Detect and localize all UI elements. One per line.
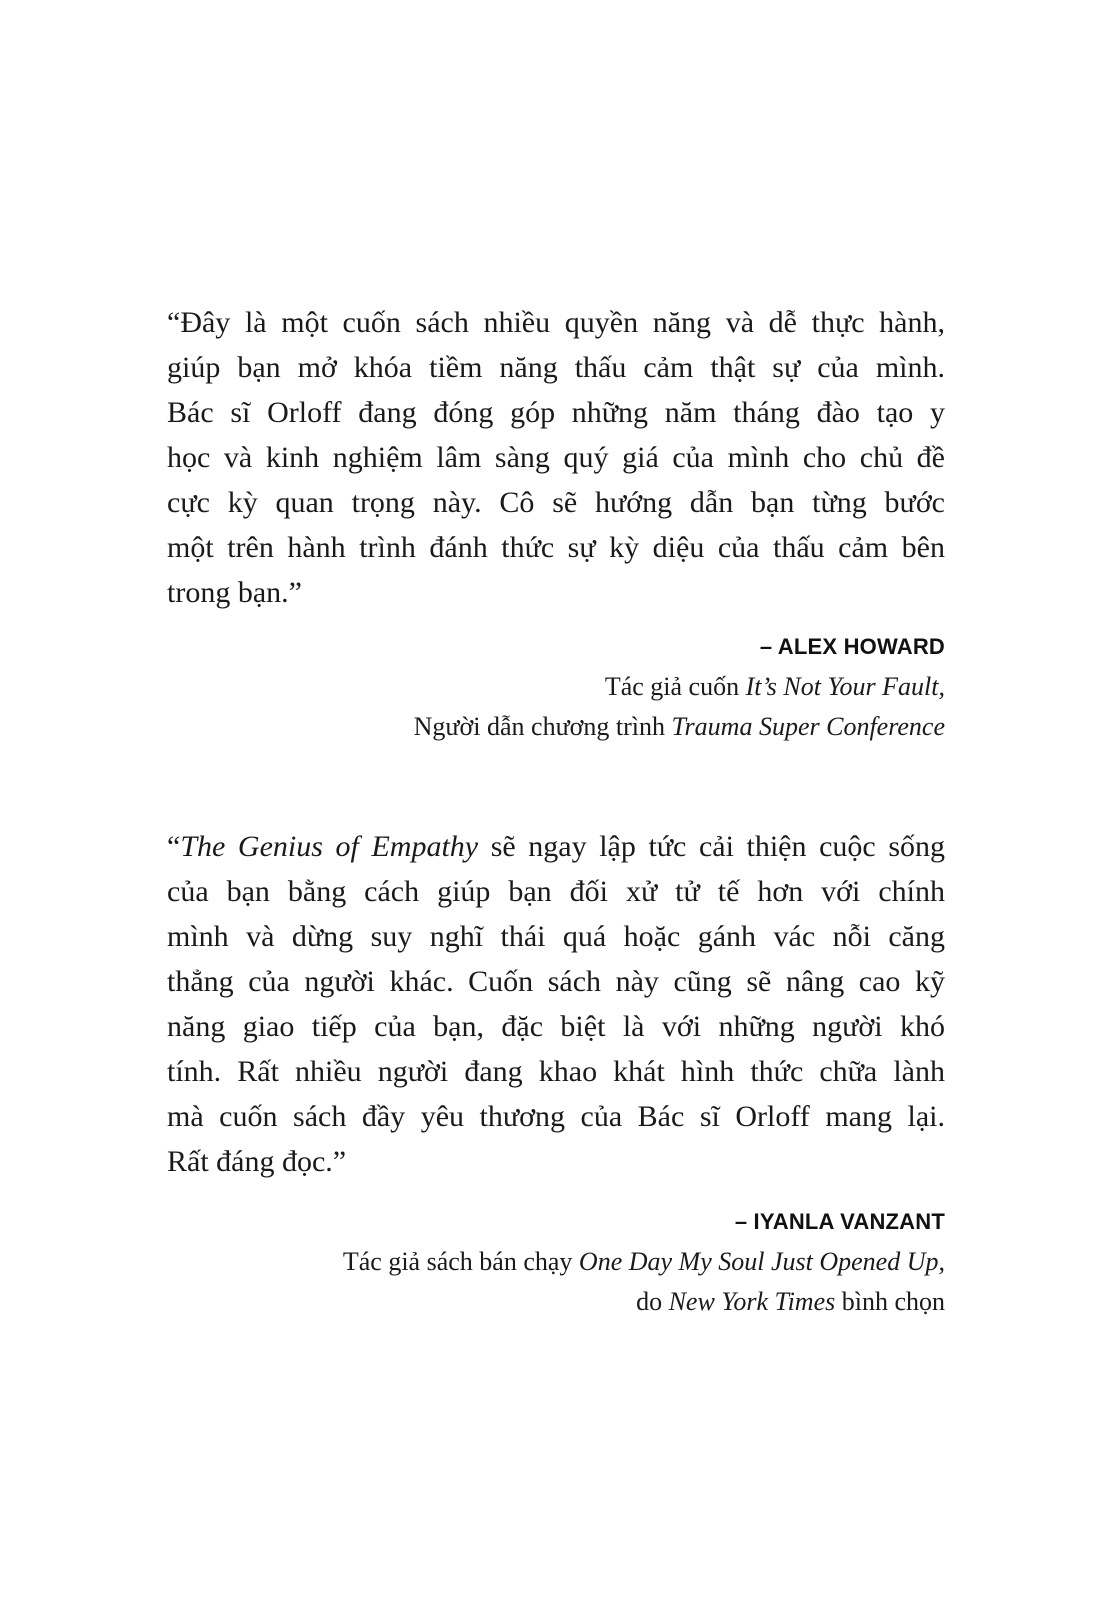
- testimonial-2-attribution: [167, 1208, 945, 1322]
- testimonial-1-author-name: – ALEX HOWARD: [759, 634, 945, 659]
- text-line: Rất đáng đọc.”: [167, 1145, 347, 1178]
- text-line: học và kinh nghiệm lâm sàng quý giá của mình cho chủ đề: [167, 441, 945, 474]
- text-line: Tác giả cuốn It’s Not Your Fault,: [604, 672, 945, 701]
- text-line: tính. Rất nhiều người đang khao khát hình thức chữa lành: [167, 1055, 945, 1088]
- text-line: mà cuốn sách đầy yêu thương của Bác sĩ Orloff mang lại.: [167, 1100, 945, 1133]
- text-line: do New York Times bình chọn: [636, 1287, 945, 1316]
- text-line: của bạn bằng cách giúp bạn đối xử tử tế hơn với chính: [167, 875, 945, 908]
- testimonial-1-author-credentials: [167, 667, 945, 747]
- testimonial-2-author-credentials: [167, 1242, 945, 1322]
- text-line: thẳng của người khác. Cuốn sách này cũng sẽ nâng cao kỹ: [167, 965, 945, 998]
- text-line: trong bạn.”: [167, 576, 302, 609]
- text-line: một trên hành trình đánh thức sự kỳ diệu của thấu cảm bên: [167, 531, 945, 564]
- text-line: Tác giả sách bán chạy One Day My Soul Just Opened Up,: [342, 1247, 945, 1276]
- text-line: “The Genius of Empathy sẽ ngay lập tức cải thiện cuộc sống: [167, 830, 946, 863]
- testimonial-1-attribution: [167, 633, 945, 747]
- text-line: giúp bạn mở khóa tiềm năng thấu cảm thật sự của mình.: [167, 351, 945, 384]
- text-line: “Đây là một cuốn sách nhiều quyền năng và dễ thực hành,: [167, 306, 945, 339]
- text-line: năng giao tiếp của bạn, đặc biệt là với những người khó: [167, 1010, 945, 1043]
- text-line: Người dẫn chương trình Trauma Super Conference: [413, 712, 945, 741]
- text-line: cực kỳ quan trọng này. Cô sẽ hướng dẫn bạn từng bước: [167, 486, 945, 519]
- testimonial-1-quote: [167, 300, 945, 615]
- testimonial-2-author-name: – IYANLA VANZANT: [734, 1209, 945, 1234]
- text-line: Bác sĩ Orloff đang đóng góp những năm tháng đào tạo y: [167, 396, 945, 429]
- testimonial-2-quote: [167, 824, 945, 1184]
- text-line: mình và dừng suy nghĩ thái quá hoặc gánh vác nỗi căng: [167, 920, 945, 953]
